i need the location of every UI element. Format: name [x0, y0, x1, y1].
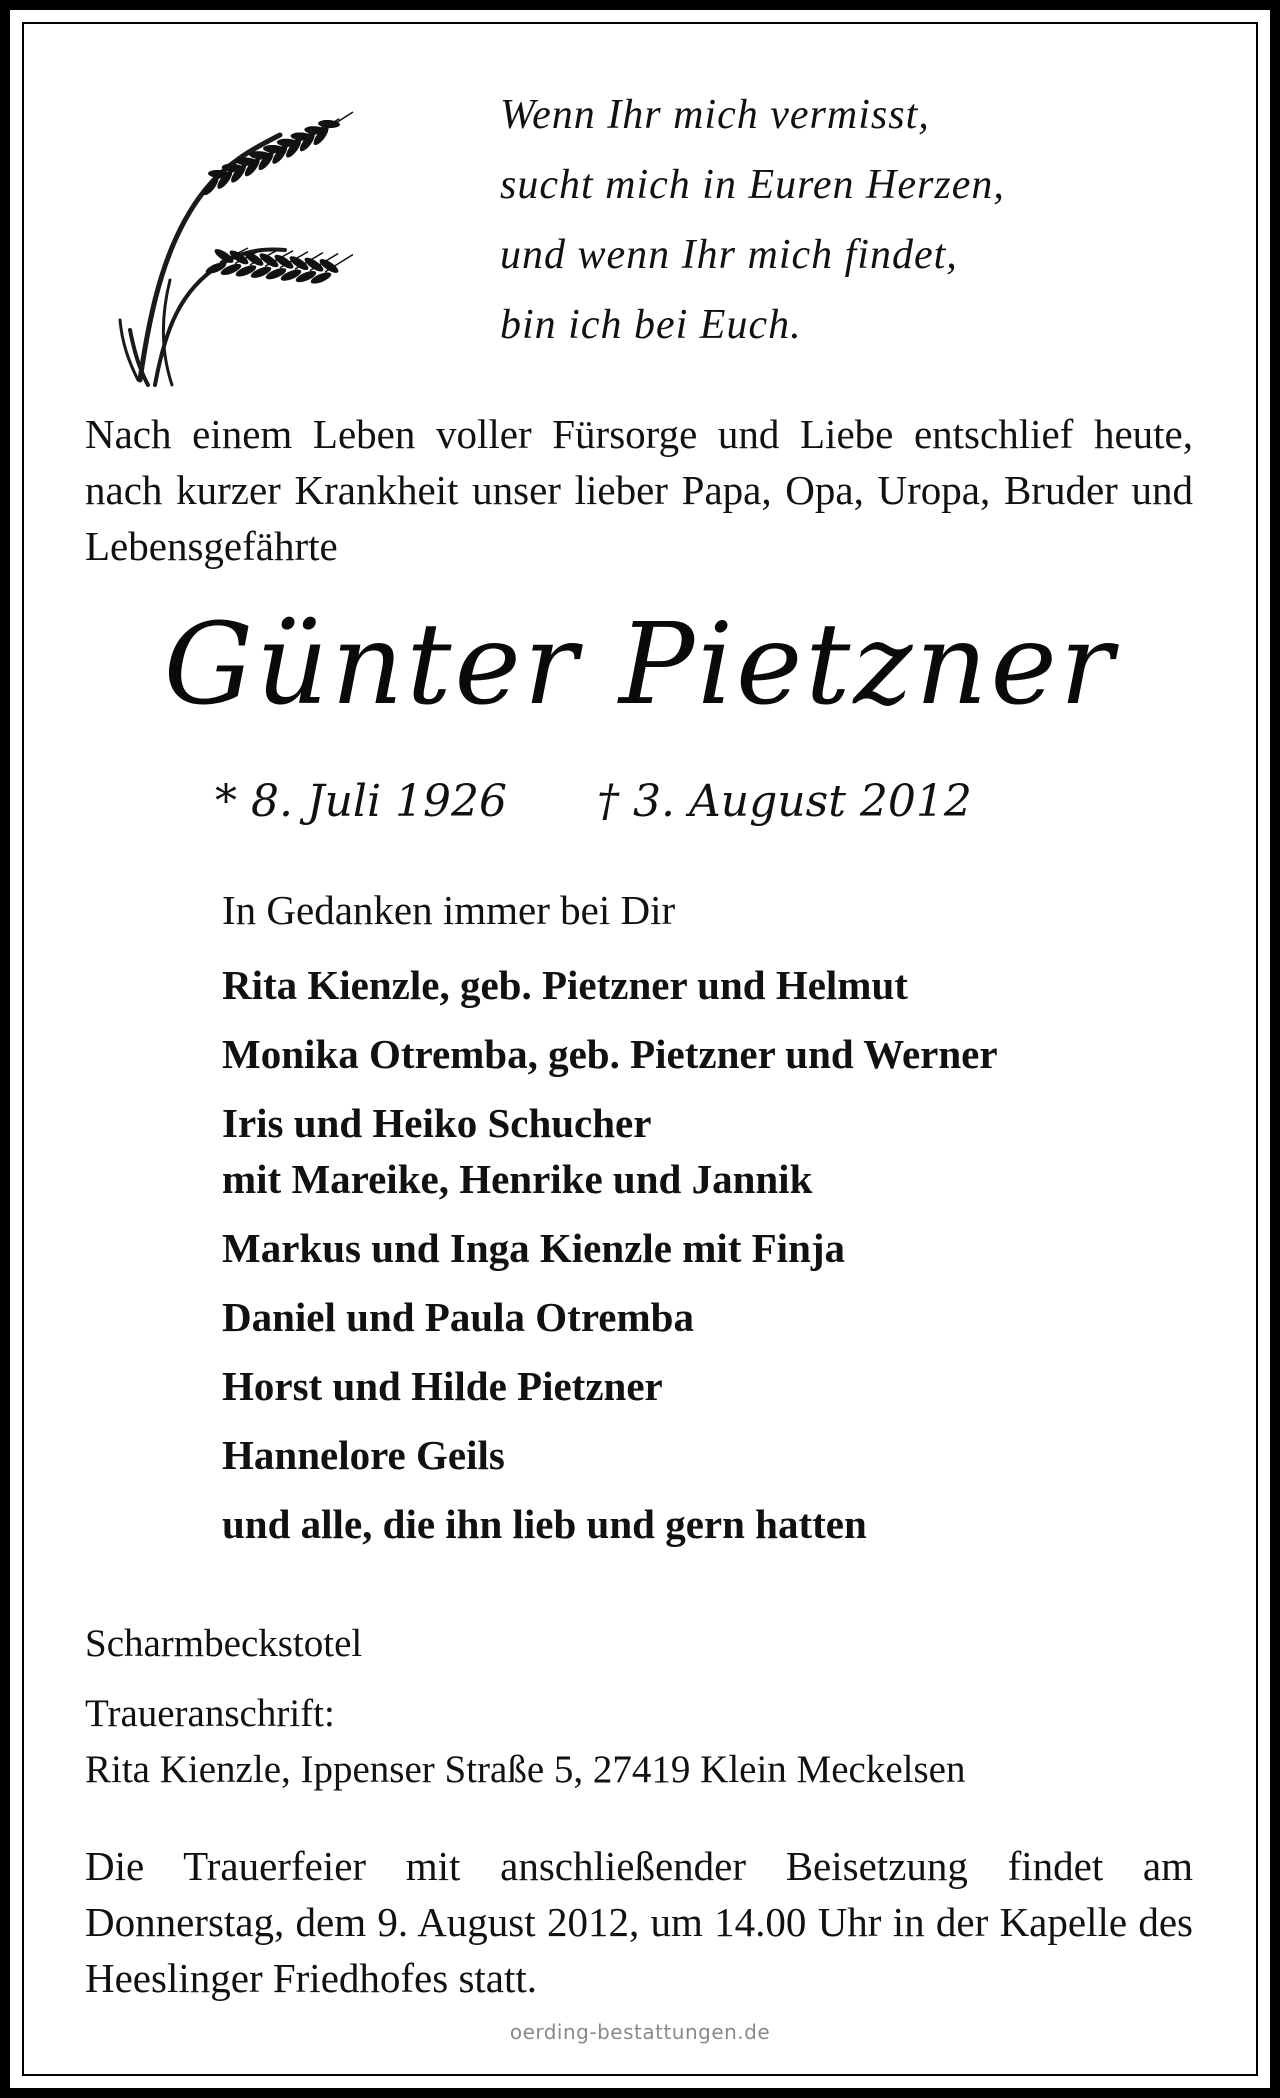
death-date: † 3. August 2012 — [597, 776, 972, 827]
birth-date: * 8. Juli 1926 — [215, 776, 508, 827]
wheat-ears-icon — [110, 80, 360, 390]
poem-line: bin ich bei Euch. — [500, 302, 802, 348]
mourner-entry — [222, 1220, 1222, 1276]
poem-line: und wenn Ihr mich findet, — [500, 232, 958, 278]
poem-line: sucht mich in Euren Herzen, — [500, 162, 1005, 208]
mourner-line: Iris und Heiko Schucher — [222, 1100, 652, 1146]
watermark: oerding-bestattungen.de — [509, 2020, 771, 2044]
mourner-entry — [222, 1095, 1222, 1207]
address-label: Traueranschrift: — [85, 1692, 335, 1735]
mourner-line: mit Mareike, Henrike und Jannik — [222, 1156, 813, 1202]
intro-text: Nach einem Leben voller Fürsorge und Liebe entschlief heute, nach kurzer Krankheit unser lieber Papa, Opa, Uropa, Bruder und Lebensgefährte — [85, 411, 1193, 569]
poem-line: Wenn Ihr mich vermisst, — [500, 92, 930, 138]
mourner-entry — [222, 1289, 1222, 1345]
mourner-line: Monika Otremba, geb. Pietzner und Werner — [222, 1031, 998, 1077]
mourners-intro: In Gedanken immer bei Dir — [222, 887, 676, 933]
deceased-name: Günter Pietzner — [163, 600, 1117, 730]
service-info: Die Trauerfeier mit anschließender Beisetzung findet am Donnerstag, dem 9. August 2012, um 14.00 Uhr in der Kapelle des Heeslinger Friedhofes statt. — [85, 1843, 1193, 2001]
mourner-entry — [222, 1427, 1222, 1483]
mourner-entry — [222, 1026, 1222, 1082]
mourner-line: Rita Kienzle, geb. Pietzner und Helmut — [222, 962, 908, 1008]
place: Scharmbeckstotel — [85, 1622, 363, 1665]
mourner-line: Markus und Inga Kienzle mit Finja — [222, 1225, 846, 1271]
mourner-line: und alle, die ihn lieb und gern hatten — [222, 1501, 867, 1547]
life-dates — [215, 772, 1115, 832]
mourner-entry — [222, 1496, 1222, 1552]
mourners-list — [222, 957, 1222, 1565]
mourner-line: Horst und Hilde Pietzner — [222, 1363, 663, 1409]
mourner-entry — [222, 1358, 1222, 1414]
mourner-entry — [222, 957, 1222, 1013]
mourner-line: Daniel und Paula Otremba — [222, 1294, 694, 1340]
mourner-line: Hannelore Geils — [222, 1432, 505, 1478]
address-value: Rita Kienzle, Ippenser Straße 5, 27419 Klein Meckelsen — [85, 1748, 966, 1791]
poem — [500, 80, 1200, 360]
